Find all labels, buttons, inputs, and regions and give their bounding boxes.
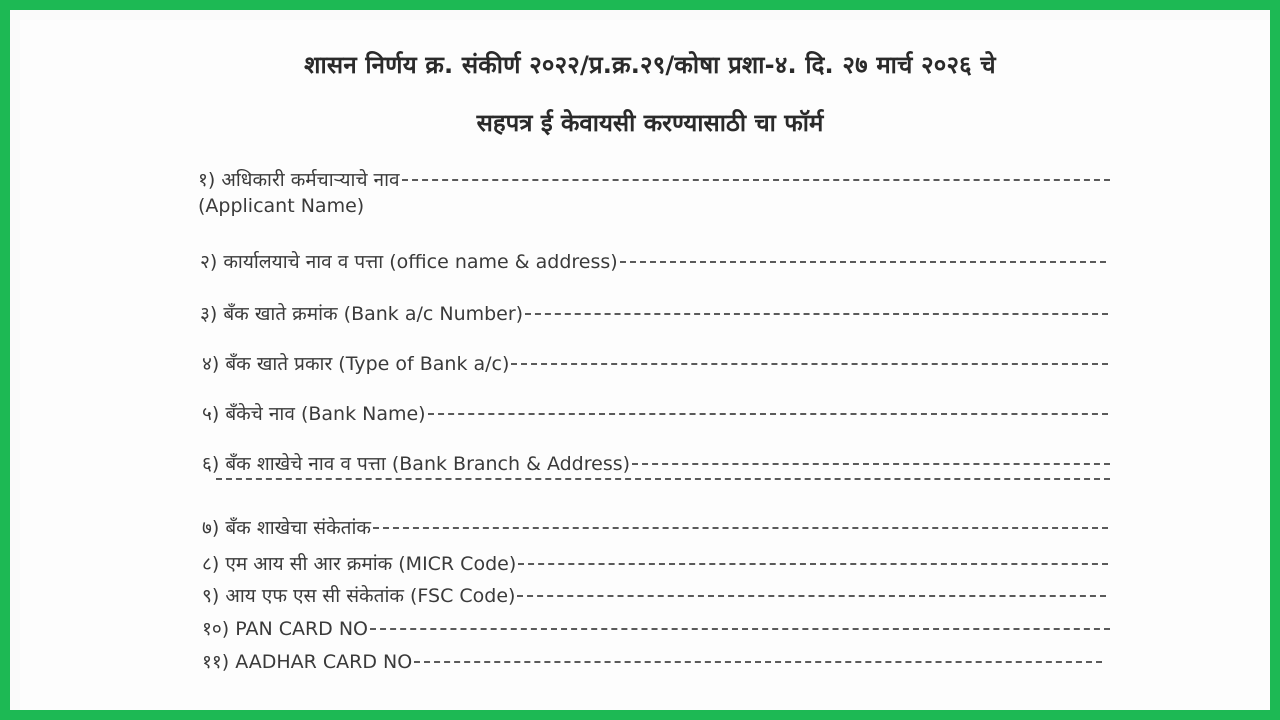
- fill-in-line[interactable]: [518, 563, 1108, 565]
- applicant-name-english-label: (Applicant Name): [198, 195, 365, 217]
- fill-in-line[interactable]: [632, 463, 1110, 465]
- field-label: ६) बँक शाखेचे नाव व पत्ता (Bank Branch & Address): [202, 453, 631, 475]
- field-pan-card-number[interactable]: [202, 615, 1110, 641]
- form-title: सहपत्र ई केवायसी करण्यासाठी चा फॉर्म: [476, 109, 824, 137]
- field-office-name-address[interactable]: [200, 248, 1106, 274]
- field-bank-account-type[interactable]: [202, 350, 1108, 376]
- field-label: ५) बँकेचे नाव (Bank Name): [202, 403, 426, 425]
- field-label: १) अधिकारी कर्मचाऱ्याचे नाव: [198, 169, 400, 191]
- field-label: २) कार्यालयाचे नाव व पत्ता (office name & address): [200, 251, 618, 273]
- fill-in-line[interactable]: [373, 527, 1108, 529]
- field-micr-code[interactable]: [202, 550, 1108, 576]
- form-page: [20, 20, 1280, 720]
- field-bank-account-number[interactable]: [200, 300, 1108, 326]
- field-applicant-name[interactable]: [198, 166, 1110, 192]
- field-label: ८) एम आय सी आर क्रमांक (MICR Code): [202, 553, 517, 575]
- field-branch-code[interactable]: [202, 514, 1108, 540]
- field-label: ३) बँक खाते क्रमांक (Bank a/c Number): [200, 303, 524, 325]
- fill-in-line[interactable]: [428, 413, 1108, 415]
- fill-in-line[interactable]: [525, 313, 1108, 315]
- field-label: ९) आय एफ एस सी संकेतांक (FSC Code): [202, 585, 516, 607]
- field-bank-branch-address[interactable]: [202, 450, 1110, 476]
- field-label: ७) बँक शाखेचा संकेतांक: [202, 517, 372, 539]
- fill-in-line[interactable]: [414, 661, 1102, 663]
- fill-in-line[interactable]: [620, 261, 1106, 263]
- field-ifsc-code[interactable]: [202, 582, 1106, 608]
- fill-in-line[interactable]: [517, 595, 1106, 597]
- field-label: ११) AADHAR CARD NO: [202, 651, 413, 673]
- additional-address-line[interactable]: [216, 478, 1110, 480]
- fill-in-line[interactable]: [402, 179, 1110, 181]
- fill-in-line[interactable]: [370, 628, 1110, 630]
- field-aadhar-card-number[interactable]: [202, 648, 1102, 674]
- field-label: ४) बँक खाते प्रकार (Type of Bank a/c): [202, 353, 510, 375]
- government-resolution-heading: शासन निर्णय क्र. संकीर्ण २०२२/प्र.क्र.२९/कोषा प्रशा-४. दि. २७ मार्च २०२६ चे: [304, 51, 996, 79]
- field-bank-name[interactable]: [202, 400, 1108, 426]
- fill-in-line[interactable]: [511, 363, 1108, 365]
- field-label: १०) PAN CARD NO: [202, 618, 369, 640]
